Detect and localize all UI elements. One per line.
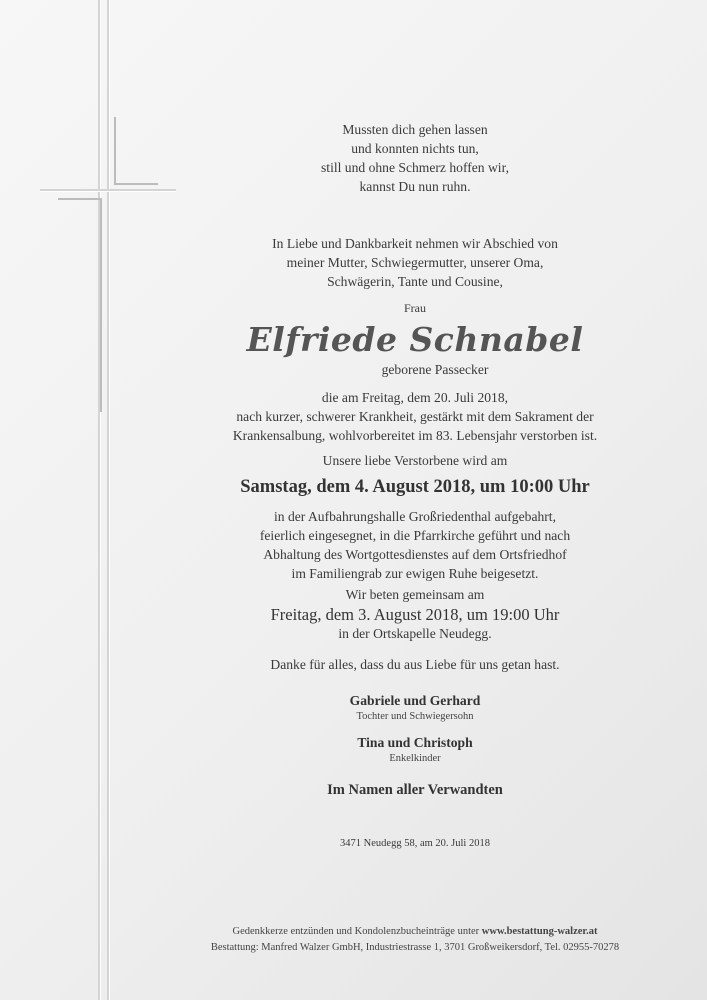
footer-condolence-text: Gedenkkerze entzünden und Kondolenzbucheinträge unter: [232, 926, 482, 937]
left-border-line-inner: [107, 0, 110, 1000]
memorial-poem: [140, 120, 690, 196]
poem-line: still und ohne Schmerz hoffen wir,: [321, 160, 509, 175]
ceremony-line: in der Aufbahrungshalle Großriedenthal aufgebahrt,: [274, 509, 556, 524]
mourner-name: Tina und Christoph: [357, 735, 473, 750]
mourner-role: Enkelkinder: [389, 753, 441, 764]
death-notice-line: nach kurzer, schwerer Krankheit, gestärkt mit dem Sakrament der: [236, 409, 594, 424]
salutation: Frau: [404, 301, 426, 315]
farewell-intro: [140, 234, 690, 291]
prayer-intro: Wir beten gemeinsam am: [345, 587, 485, 602]
ceremony-description: [140, 507, 690, 583]
intro-line: meiner Mutter, Schwiegermutter, unserer Oma,: [286, 255, 544, 270]
intro-line: In Liebe und Dankbarkeit nehmen wir Abschied von: [272, 236, 558, 251]
footer-funeral-home: Bestattung: Manfred Walzer GmbH, Industriestrasse 1, 3701 Großweikersdorf, Tel. 02955-70278: [210, 942, 620, 953]
ceremony-line: Abhaltung des Wortgottesdienstes auf dem Ortsfriedhof: [263, 547, 567, 562]
deceased-name: Elfriede Schnabel: [246, 320, 584, 359]
footer-condolence-line: [140, 924, 690, 940]
place-and-date: 3471 Neudegg 58, am 20. Juli 2018: [340, 838, 490, 849]
ceremony-line: feierlich eingesegnet, in die Pfarrkirche geführt und nach: [259, 528, 571, 543]
mourner-role: Tochter und Schwiegersohn: [356, 711, 474, 722]
maiden-name: geborene Passecker: [381, 362, 489, 377]
prayer-location: in der Ortskapelle Neudegg.: [338, 626, 492, 641]
left-border-line-outer: [98, 0, 101, 1000]
poem-line: kannst Du nun ruhn.: [359, 179, 471, 194]
poem-line: und konnten nichts tun,: [351, 141, 479, 156]
death-notice-line: Krankensalbung, wohlvorbereitet im 83. Lebensjahr verstorben ist.: [232, 428, 598, 443]
ceremony-line: im Familiengrab zur ewigen Ruhe beigesetzt.: [291, 566, 539, 581]
death-notice: [140, 388, 690, 445]
death-notice-line: die am Freitag, dem 20. Juli 2018,: [321, 390, 509, 405]
poem-line: Mussten dich gehen lassen: [342, 122, 488, 137]
website-link[interactable]: www.bestattung-walzer.at: [481, 926, 598, 937]
mourner-name: Gabriele und Gerhard: [349, 693, 481, 708]
funeral-announcement: Unsere liebe Verstorbene wird am: [322, 453, 508, 468]
funeral-date: Samstag, dem 4. August 2018, um 10:00 Uhr: [240, 477, 590, 497]
prayer-date: Freitag, dem 3. August 2018, um 19:00 Uhr: [270, 605, 560, 624]
intro-line: Schwägerin, Tante und Cousine,: [327, 274, 503, 289]
thanks-message: Danke für alles, dass du aus Liebe für uns getan hast.: [270, 657, 560, 672]
relatives-signature: Im Namen aller Verwandten: [327, 782, 503, 798]
